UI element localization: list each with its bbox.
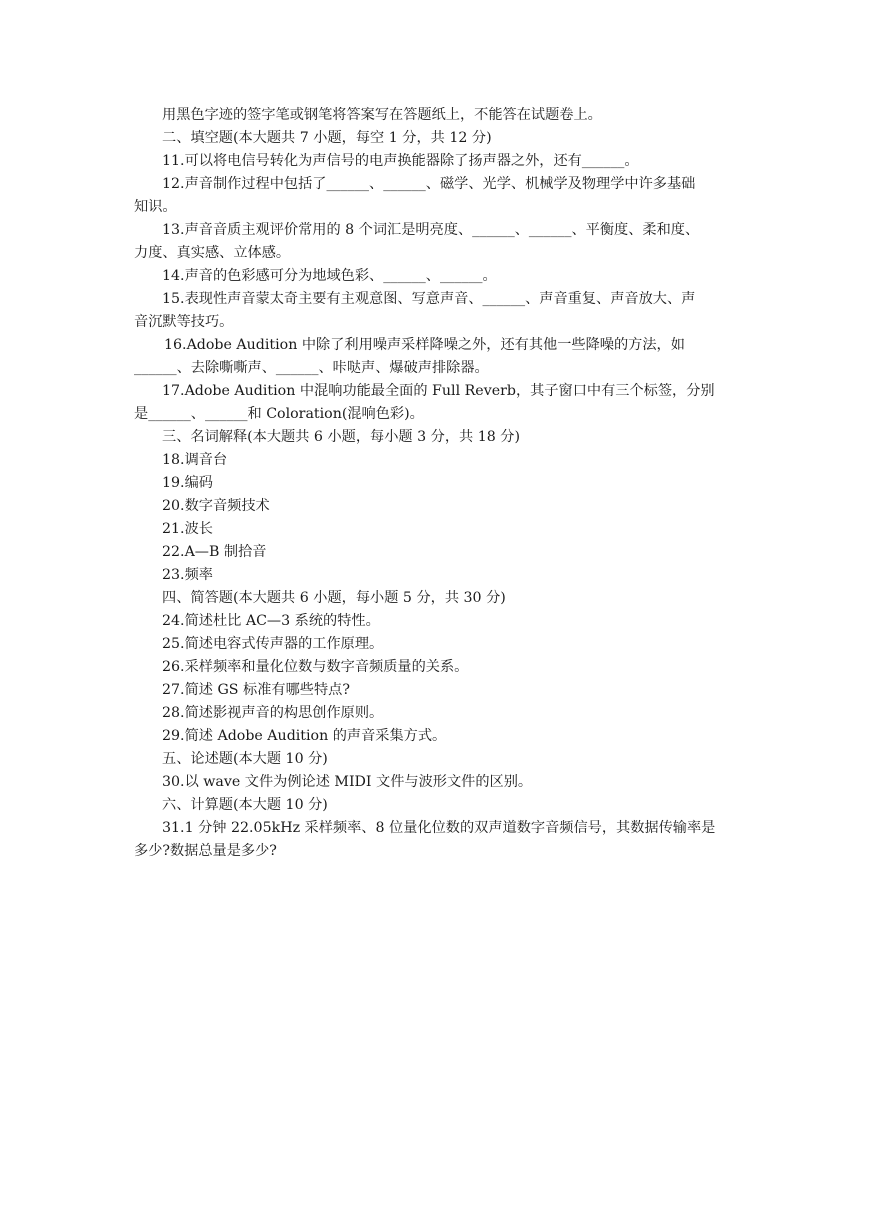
section-heading-short-answer: 四、简答题(本大题共 6 小题，每小题 5 分，共 30 分) bbox=[162, 590, 506, 606]
question-17-line-1: 17.Adobe Audition 中混响功能最全面的 Full Reverb，其子窗口中有三个标签，分别 bbox=[162, 383, 715, 399]
question-24: 24.简述杜比 AC—3 系统的特性。 bbox=[162, 613, 380, 629]
question-27: 27.简述 GS 标准有哪些特点? bbox=[162, 682, 350, 698]
question-15-line-1: 15.表现性声音蒙太奇主要有主观意图、写意声音、______、声音重复、声音放大、声 bbox=[162, 291, 696, 307]
section-heading-essay: 五、论述题(本大题 10 分) bbox=[162, 751, 328, 767]
question-13-line-1: 13.声音音质主观评价常用的 8 个词汇是明亮度、______、______、平衡度、柔和度、 bbox=[162, 222, 700, 238]
question-11: 11.可以将电信号转化为声信号的电声换能器除了扬声器之外，还有______。 bbox=[162, 153, 639, 169]
question-14: 14.声音的色彩感可分为地域色彩、______、______。 bbox=[162, 268, 497, 284]
question-30: 30.以 wave 文件为例论述 MIDI 文件与波形文件的区别。 bbox=[162, 774, 533, 790]
question-15-line-2: 音沉默等技巧。 bbox=[134, 314, 234, 330]
section-heading-terms: 三、名词解释(本大题共 6 小题，每小题 3 分，共 18 分) bbox=[162, 429, 520, 445]
question-12-line-1: 12.声音制作过程中包括了______、______、磁学、光学、机械学及物理学中许多基础 bbox=[162, 176, 696, 192]
question-17-line-2: 是______、______和 Coloration(混响色彩)。 bbox=[134, 406, 424, 422]
question-23: 23.频率 bbox=[162, 567, 213, 583]
question-26: 26.采样频率和量化位数与数字音频质量的关系。 bbox=[162, 659, 469, 675]
question-31-line-1: 31.1 分钟 22.05kHz 采样频率、8 位量化位数的双声道数字音频信号，其数据传输率是 bbox=[162, 820, 716, 836]
section-heading-calculation: 六、计算题(本大题 10 分) bbox=[162, 797, 328, 813]
question-19: 19.编码 bbox=[162, 475, 213, 491]
question-20: 20.数字音频技术 bbox=[162, 498, 270, 514]
question-12-line-2: 知识。 bbox=[134, 199, 177, 215]
question-16-line-1: 16.Adobe Audition 中除了利用噪声采样降噪之外，还有其他一些降噪的方法，如 bbox=[164, 337, 685, 353]
question-18: 18.调音台 bbox=[162, 452, 228, 468]
question-16-line-2: ______、去除嘶嘶声、______、咔哒声、爆破声排除器。 bbox=[134, 360, 489, 376]
question-28: 28.简述影视声音的构思创作原则。 bbox=[162, 705, 384, 721]
instruction-line: 用黑色字迹的签字笔或钢笔将答案写在答题纸上，不能答在试题卷上。 bbox=[162, 107, 602, 123]
question-31-line-2: 多少?数据总量是多少? bbox=[134, 843, 277, 859]
question-21: 21.波长 bbox=[162, 521, 213, 537]
section-heading-fill-in: 二、填空题(本大题共 7 小题，每空 1 分，共 12 分) bbox=[162, 130, 492, 146]
question-25: 25.简述电容式传声器的工作原理。 bbox=[162, 636, 384, 652]
question-29: 29.简述 Adobe Audition 的声音采集方式。 bbox=[162, 728, 447, 744]
question-22: 22.A—B 制拾音 bbox=[162, 544, 267, 560]
question-13-line-2: 力度、真实感、立体感。 bbox=[134, 245, 291, 261]
